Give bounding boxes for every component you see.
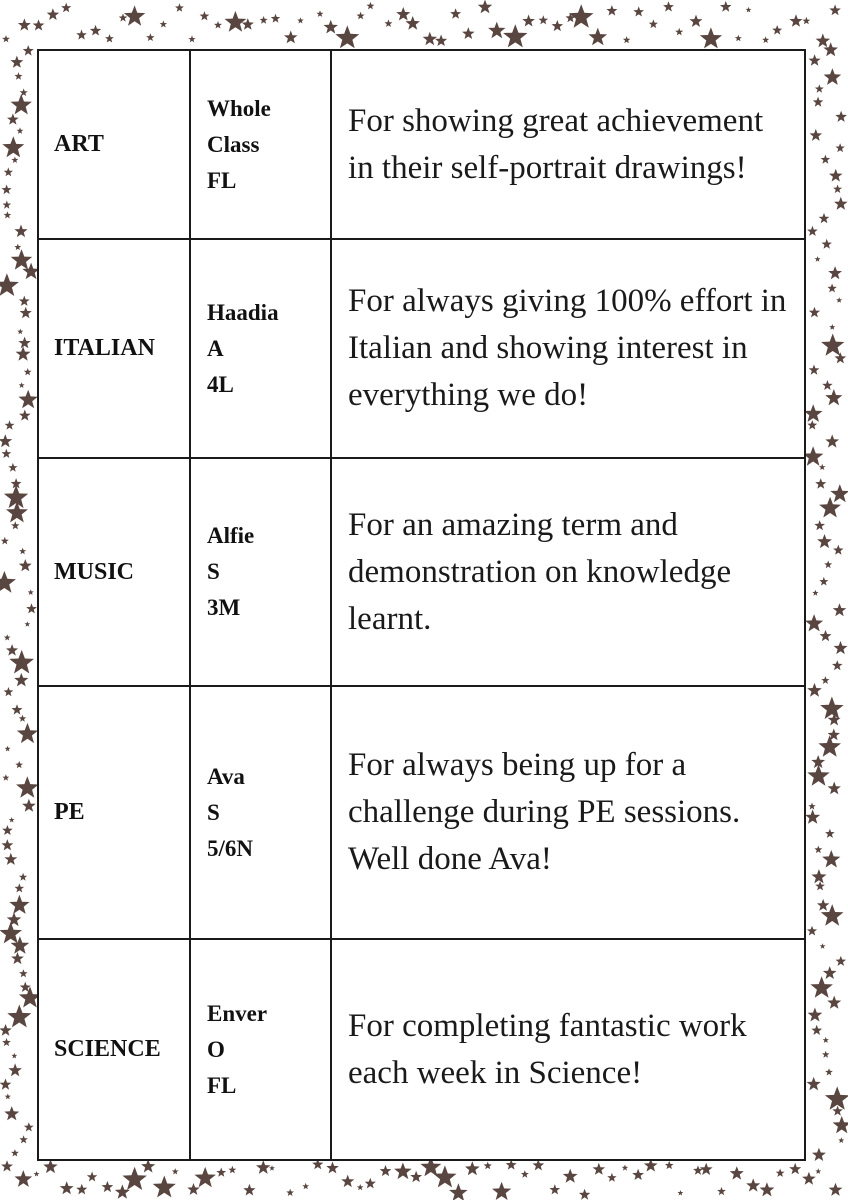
star-icon xyxy=(9,895,29,914)
star-icon xyxy=(484,1162,492,1170)
star-icon xyxy=(187,1183,199,1195)
star-icon xyxy=(820,943,826,949)
subject-cell: PE xyxy=(38,686,190,939)
pupil-cell xyxy=(190,458,331,686)
star-icon xyxy=(827,996,841,1009)
star-icon xyxy=(243,1184,255,1196)
star-icon xyxy=(834,197,848,210)
star-icon xyxy=(90,25,101,36)
star-icon xyxy=(824,561,832,569)
star-icon xyxy=(633,6,644,16)
star-icon xyxy=(1,537,9,545)
star-icon xyxy=(819,464,826,470)
star-icon xyxy=(720,1,732,12)
star-icon xyxy=(776,1169,785,1177)
star-icon xyxy=(11,952,24,964)
star-icon xyxy=(228,1166,236,1174)
subject-cell: ITALIAN xyxy=(38,239,190,458)
star-icon xyxy=(76,30,87,40)
reason-cell: For completing fantastic work each week in Science! xyxy=(331,939,805,1160)
star-icon xyxy=(8,1063,22,1076)
star-icon xyxy=(2,774,9,781)
star-icon xyxy=(18,18,31,30)
star-icon xyxy=(815,256,821,262)
star-icon xyxy=(1,839,13,850)
star-icon xyxy=(316,10,323,17)
star-icon xyxy=(11,157,18,164)
star-icon xyxy=(0,273,19,296)
star-icon xyxy=(730,1166,744,1179)
star-icon xyxy=(6,644,18,656)
star-icon xyxy=(160,20,168,27)
star-icon xyxy=(2,35,10,42)
award-row-pe xyxy=(38,686,805,939)
star-icon xyxy=(807,420,817,429)
star-icon xyxy=(2,136,24,157)
pupil-first-name: Enver xyxy=(207,1000,268,1026)
star-icon xyxy=(365,1178,376,1189)
star-icon xyxy=(43,1159,58,1173)
star-icon xyxy=(449,1183,468,1200)
star-icon xyxy=(813,97,824,107)
star-icon xyxy=(450,8,461,19)
star-icon xyxy=(18,337,30,349)
star-icon xyxy=(789,1163,801,1174)
star-icon xyxy=(772,25,782,35)
star-icon xyxy=(3,201,12,209)
star-icon xyxy=(2,449,12,458)
award-row-italian xyxy=(38,239,805,458)
star-icon xyxy=(12,704,23,714)
star-icon xyxy=(807,226,818,236)
star-icon xyxy=(0,1024,12,1036)
star-icon xyxy=(589,28,608,46)
star-icon xyxy=(23,45,34,56)
star-icon xyxy=(804,404,823,422)
star-icon xyxy=(833,1116,848,1133)
star-icon xyxy=(11,249,33,270)
star-icon xyxy=(87,1172,97,1182)
subject-cell: MUSIC xyxy=(38,458,190,686)
star-icon xyxy=(60,1181,74,1194)
star-icon xyxy=(2,825,13,835)
star-icon xyxy=(819,577,828,586)
star-icon xyxy=(271,14,280,23)
star-icon xyxy=(817,899,830,911)
star-icon xyxy=(665,1161,674,1169)
star-icon xyxy=(807,764,829,785)
pupil-class: 5/6N xyxy=(207,835,253,861)
star-icon xyxy=(216,1168,226,1177)
star-icon xyxy=(16,346,31,360)
star-icon xyxy=(693,1165,703,1174)
awards-table xyxy=(37,49,806,1161)
star-icon xyxy=(20,307,32,319)
star-icon xyxy=(822,1051,830,1058)
star-icon xyxy=(256,1160,271,1174)
star-icon xyxy=(835,352,847,363)
star-icon xyxy=(14,244,21,251)
star-icon xyxy=(812,590,818,596)
star-icon xyxy=(19,382,25,388)
star-icon xyxy=(746,1178,760,1191)
star-icon xyxy=(809,365,820,375)
star-icon xyxy=(700,27,722,48)
star-icon xyxy=(5,746,11,752)
star-icon xyxy=(802,1172,816,1185)
star-icon xyxy=(762,36,769,43)
star-icon xyxy=(814,520,825,530)
star-icon xyxy=(823,966,837,979)
star-icon xyxy=(825,434,839,447)
star-icon xyxy=(805,614,823,631)
star-icon xyxy=(829,169,843,182)
pupil-initial: S xyxy=(207,559,220,584)
star-icon xyxy=(825,389,842,405)
star-icon xyxy=(760,1182,775,1196)
pupil-initial: Class xyxy=(207,131,260,157)
pupil-initial: O xyxy=(207,1036,225,1062)
star-icon xyxy=(807,1077,821,1091)
star-icon xyxy=(61,3,71,13)
star-icon xyxy=(746,7,752,13)
star-icon xyxy=(175,3,184,12)
star-icon xyxy=(19,969,28,977)
star-icon xyxy=(823,1037,829,1043)
star-icon xyxy=(11,521,19,529)
star-icon xyxy=(9,817,15,823)
star-icon xyxy=(26,603,37,613)
star-icon xyxy=(717,1187,726,1195)
star-icon xyxy=(808,803,815,810)
star-icon xyxy=(563,1169,578,1183)
star-icon xyxy=(335,25,359,48)
star-icon xyxy=(835,111,847,122)
star-icon xyxy=(15,761,23,768)
star-icon xyxy=(822,850,840,868)
star-icon xyxy=(0,571,16,593)
star-icon xyxy=(19,548,26,555)
star-icon xyxy=(433,1165,456,1187)
star-icon xyxy=(811,869,826,883)
pupil-cell xyxy=(190,239,331,458)
star-icon xyxy=(809,54,821,66)
subject-cell: ART xyxy=(38,50,190,239)
star-icon xyxy=(606,5,617,16)
star-icon xyxy=(19,1135,28,1143)
pupil-cell xyxy=(190,686,331,939)
star-icon xyxy=(22,799,36,812)
star-icon xyxy=(15,883,25,892)
star-icon xyxy=(19,873,27,881)
star-icon xyxy=(357,12,365,20)
star-icon xyxy=(195,1167,216,1187)
star-icon xyxy=(406,16,420,30)
star-icon xyxy=(18,390,38,409)
star-icon xyxy=(435,35,447,47)
star-icon xyxy=(623,36,631,43)
star-icon xyxy=(2,185,12,195)
star-icon xyxy=(809,307,820,318)
star-icon xyxy=(492,1182,511,1200)
star-icon xyxy=(836,297,842,303)
star-icon xyxy=(11,1053,17,1059)
star-icon xyxy=(357,1184,364,1190)
star-icon xyxy=(269,1165,275,1171)
star-icon xyxy=(5,420,15,429)
star-icon xyxy=(188,35,195,42)
star-icon xyxy=(6,501,28,522)
star-icon xyxy=(19,559,32,571)
star-icon xyxy=(836,956,847,966)
star-icon xyxy=(17,127,24,133)
star-icon xyxy=(7,912,22,926)
star-icon xyxy=(1,1160,13,1171)
pupil-class: FL xyxy=(207,1072,237,1098)
star-icon xyxy=(24,1122,34,1131)
star-icon xyxy=(829,4,841,15)
star-icon xyxy=(828,782,841,795)
star-icon xyxy=(14,673,28,687)
pupil-first-name: Ava xyxy=(207,763,245,789)
star-icon xyxy=(124,5,145,25)
star-icon xyxy=(825,1086,848,1109)
pupil-class: 3M xyxy=(207,595,241,620)
star-icon xyxy=(539,15,549,24)
star-icon xyxy=(569,4,594,28)
star-icon xyxy=(819,497,841,518)
star-icon xyxy=(829,1183,843,1196)
star-icon xyxy=(815,478,826,489)
pupil-cell xyxy=(190,939,331,1160)
star-icon xyxy=(0,1079,11,1090)
star-icon xyxy=(833,603,847,616)
star-icon xyxy=(830,484,848,502)
star-icon xyxy=(15,1170,33,1187)
star-icon xyxy=(20,88,28,96)
pupil-initial: S xyxy=(207,799,220,825)
star-icon xyxy=(4,1106,19,1120)
star-icon xyxy=(829,324,835,330)
star-icon xyxy=(810,129,823,141)
star-icon xyxy=(297,17,304,23)
star-icon xyxy=(260,16,268,24)
star-icon xyxy=(17,329,23,335)
subject-cell: SCIENCE xyxy=(38,939,190,1160)
star-icon xyxy=(828,266,842,279)
star-icon xyxy=(689,15,702,27)
star-icon xyxy=(10,56,23,68)
star-icon xyxy=(824,68,842,85)
star-icon xyxy=(105,34,114,43)
star-icon xyxy=(423,32,437,46)
star-icon xyxy=(815,881,825,890)
star-icon xyxy=(410,1171,422,1182)
star-icon xyxy=(663,1,674,11)
pupil-class: FL xyxy=(207,167,237,193)
star-icon xyxy=(34,1171,40,1177)
star-icon xyxy=(286,1189,294,1196)
pupil-cell xyxy=(190,50,331,239)
star-icon xyxy=(822,380,833,390)
star-icon xyxy=(821,676,829,684)
star-icon xyxy=(115,1184,130,1198)
star-icon xyxy=(825,1068,833,1075)
star-icon xyxy=(820,630,832,641)
star-icon xyxy=(225,11,247,32)
star-icon xyxy=(172,1168,179,1174)
star-icon xyxy=(15,72,23,80)
star-icon xyxy=(394,1163,412,1180)
star-icon xyxy=(465,1161,480,1175)
star-icon xyxy=(33,19,45,30)
star-icon xyxy=(11,1149,19,1156)
star-icon xyxy=(478,0,492,13)
star-icon xyxy=(4,853,17,865)
star-icon xyxy=(550,1184,561,1194)
star-icon xyxy=(14,225,27,238)
star-icon xyxy=(19,410,31,421)
star-icon xyxy=(579,1189,590,1200)
star-icon xyxy=(821,155,831,164)
star-icon xyxy=(833,185,842,194)
star-icon xyxy=(19,715,26,722)
star-icon xyxy=(836,143,845,152)
star-icon xyxy=(678,1190,684,1196)
award-row-music xyxy=(38,458,805,686)
star-icon xyxy=(808,1008,823,1022)
pupil-initial: A xyxy=(207,335,224,361)
star-icon xyxy=(4,634,11,640)
star-icon xyxy=(503,24,527,47)
star-icon xyxy=(24,368,32,375)
star-icon xyxy=(814,846,822,854)
star-icon xyxy=(11,94,32,114)
star-icon xyxy=(819,213,830,223)
reason-cell: For an amazing term and demonstration on knowledge learnt. xyxy=(331,458,805,686)
star-icon xyxy=(76,1184,87,1195)
star-icon xyxy=(832,660,843,670)
star-icon xyxy=(4,687,14,696)
star-icon xyxy=(2,1038,11,1046)
star-icon xyxy=(7,1005,31,1028)
star-icon xyxy=(522,15,535,27)
star-icon xyxy=(825,829,835,838)
star-icon xyxy=(818,735,841,757)
star-icon xyxy=(521,1170,529,1178)
pupil-first-name: Alfie xyxy=(207,523,255,548)
pupil-first-name: Whole xyxy=(207,95,271,121)
star-icon xyxy=(153,1176,176,1198)
star-icon xyxy=(833,545,843,555)
star-icon xyxy=(17,723,38,743)
star-icon xyxy=(25,621,31,627)
star-icon xyxy=(324,20,339,34)
star-icon xyxy=(19,296,30,306)
star-icon xyxy=(8,463,17,472)
star-icon xyxy=(28,589,34,595)
award-row-art xyxy=(38,50,805,239)
reason-cell: For showing great achievement in their self-portrait drawings! xyxy=(331,50,805,239)
star-icon xyxy=(284,31,298,44)
star-icon xyxy=(827,284,836,293)
star-icon xyxy=(102,1181,114,1192)
star-icon xyxy=(4,167,13,176)
star-icon xyxy=(811,1025,822,1035)
star-icon xyxy=(380,1165,392,1176)
star-icon xyxy=(838,1137,844,1143)
star-icon xyxy=(607,1173,616,1182)
star-icon xyxy=(0,434,12,447)
star-icon xyxy=(810,976,833,997)
star-icon xyxy=(822,239,832,249)
star-icon xyxy=(214,21,222,29)
star-icon xyxy=(700,1163,713,1175)
star-icon xyxy=(4,211,12,218)
star-icon xyxy=(622,1165,629,1171)
star-icon xyxy=(805,809,820,823)
award-row-science xyxy=(38,939,805,1160)
star-icon xyxy=(735,35,742,42)
star-icon xyxy=(820,697,844,720)
star-icon xyxy=(807,926,817,936)
star-icon xyxy=(462,27,475,39)
star-icon xyxy=(488,22,505,39)
reason-cell: For always being up for a challenge during PE sessions. Well done Ava! xyxy=(331,686,805,939)
star-icon xyxy=(396,7,410,21)
star-icon xyxy=(802,17,810,25)
pupil-first-name: Haadia xyxy=(207,299,279,325)
star-icon xyxy=(821,334,844,356)
star-icon xyxy=(816,33,831,47)
star-icon xyxy=(834,641,848,654)
star-icon xyxy=(200,11,210,20)
star-icon xyxy=(47,8,59,20)
star-icon xyxy=(5,1094,11,1100)
star-icon xyxy=(817,534,832,548)
star-icon xyxy=(326,1162,339,1174)
star-icon xyxy=(385,19,393,27)
star-icon xyxy=(593,1163,606,1175)
star-icon xyxy=(815,1168,821,1174)
star-icon xyxy=(122,1167,146,1190)
star-icon xyxy=(7,113,19,124)
star-icon xyxy=(341,1175,354,1188)
star-icon xyxy=(675,28,683,36)
reason-cell: For always giving 100% effort in Italian and showing interest in everything we do! xyxy=(331,239,805,458)
star-icon xyxy=(815,84,824,92)
star-icon xyxy=(302,1183,309,1190)
star-icon xyxy=(552,20,564,31)
star-icon xyxy=(146,33,154,41)
star-icon xyxy=(789,14,802,26)
star-icon xyxy=(16,776,39,798)
star-icon xyxy=(367,2,375,9)
star-icon xyxy=(632,1169,644,1180)
star-icon xyxy=(649,19,658,28)
star-icon xyxy=(141,1159,155,1172)
star-icon xyxy=(812,1148,826,1161)
star-icon xyxy=(807,683,822,697)
pupil-class: 4L xyxy=(207,371,234,397)
